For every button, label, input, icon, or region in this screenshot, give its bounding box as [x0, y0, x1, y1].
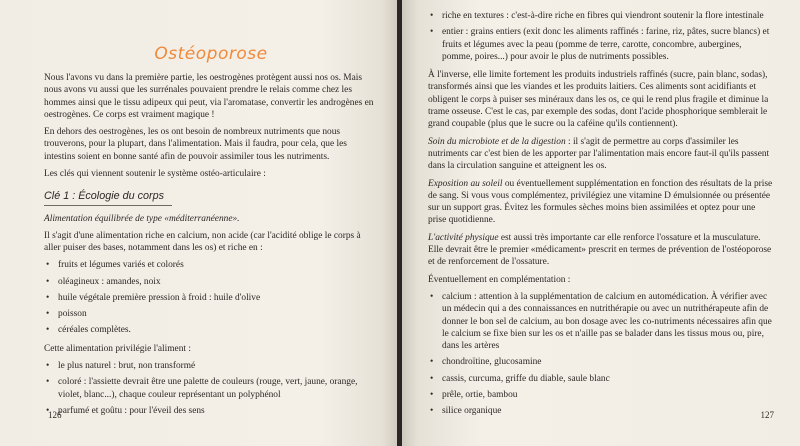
left-page — [0, 0, 398, 446]
list-item-text: entier : grains entiers (exit donc les aliments raffinés : farine, riz, pâtes, sucre blancs) et fruits et légumes avec la peau (pomme de terre, carotte, concombre, aubergines, pomme, poires...) pour avoir le plus de nutriments possibles. — [442, 27, 770, 62]
emphasis-text: Exposition au soleil — [428, 178, 503, 189]
bullet-list — [44, 360, 378, 417]
list-item-text: poisson — [58, 309, 87, 320]
bullet-icon: • — [46, 361, 50, 372]
bullet-list — [428, 10, 774, 63]
bullet-list — [44, 259, 378, 336]
right-page-content — [428, 10, 774, 424]
list-item — [428, 10, 774, 22]
page-number: 126 — [48, 410, 62, 420]
list-item-text: chondroïtine, glucosamine — [442, 357, 542, 368]
emphasis-text: Soin du microbiote et de la digestion — [428, 136, 566, 147]
bullet-icon: • — [430, 357, 434, 368]
list-item — [428, 26, 774, 63]
subheading: Alimentation équilibrée de type «méditerranéenne». — [44, 214, 240, 225]
list-item — [428, 389, 774, 401]
paragraph: En dehors des oestrogènes, les os ont besoin de nombreux nutriments que nous trouverons, pour la plupart, dans l'alimentation. Mais il faudra, pour cela, que les intestins soient en bonne santé afin de pouvoir assimiler tous les nutriments. — [44, 127, 347, 162]
emphasis-text: L'activité physique — [428, 232, 499, 243]
left-page-content — [44, 44, 378, 423]
bullet-icon: • — [430, 373, 434, 384]
paragraph — [428, 178, 774, 227]
list-item — [44, 259, 378, 271]
list-item-text: silice organique — [442, 406, 502, 417]
bullet-icon: • — [46, 325, 50, 336]
list-item-text: oléagineux : amandes, noix — [58, 276, 161, 287]
list-item — [44, 308, 378, 320]
bullet-icon: • — [46, 276, 50, 287]
list-item — [44, 405, 378, 417]
list-item-text: huile végétale première pression à froid : huile d'olive — [58, 292, 261, 303]
bullet-icon: • — [46, 405, 50, 416]
list-item — [44, 360, 378, 372]
bullet-icon: • — [430, 27, 434, 38]
bullet-icon: • — [46, 377, 50, 388]
paragraph: Cette alimentation privilégie l'aliment : — [44, 343, 191, 354]
paragraph: À l'inverse, elle limite fortement les produits industriels raffinés (sucre, pain blanc, sodas), transformés ainsi que les viandes et les produits laitiers. Ces aliments sont acidifiants et obligent le corps à puiser ses minéraux dans les os, ce qui le rend plus fragile et diminue la trame osseuse. C'est le cas, par exemple des sodas, dont l'acide phosphorique semblerait le grand coupable (plus que le sucre ou la caféine qu'ils contiennent). — [428, 70, 769, 130]
list-item-text: le plus naturel : brut, non transformé — [58, 361, 196, 372]
paragraph-text: ou éventuellement supplémentation en fonction des résultats de la prise de sang. Si vous vous complémentez, privilégiez une vitamine D émulsionnée ou présentée sur un support gras. Évitez les formules sèches moins bien assimilées et optez pour une prise quotidienne. — [428, 178, 773, 226]
right-page — [402, 0, 800, 446]
list-item-text: cassis, curcuma, griffe du diable, saule blanc — [442, 373, 610, 384]
list-item-text: parfumé et goûtu : pour l'éveil des sens — [58, 405, 205, 416]
bullet-icon: • — [430, 406, 434, 417]
paragraph-text: est aussi très importante car elle renforce l'ossature et la musculature. Elle devrait être le premier «médicament» prescrit en termes de prévention de l'ostéoporose et de renforcement de l'ossature. — [428, 232, 772, 268]
bullet-list — [428, 291, 774, 418]
paragraph: Les clés qui viennent soutenir le système ostéo-articulaire : — [44, 169, 266, 180]
list-item — [44, 276, 378, 288]
section-heading: Clé 1 : Écologie du corps — [44, 189, 172, 206]
list-item — [428, 356, 774, 368]
paragraph-text: : il s'agit de permettre au corps d'assimiler les nutriments car c'est bien de les apporter par l'alimentation mais encore faut-il qu'ils passent dans la circulation sanguine et atteignent les os. — [428, 136, 770, 172]
list-item — [44, 376, 378, 401]
bullet-icon: • — [46, 292, 50, 303]
list-item — [44, 292, 378, 304]
bullet-icon: • — [430, 11, 434, 21]
list-item-text: riche en textures : c'est-à-dire riche en fibres qui viendront soutenir la flore intestinale — [442, 11, 764, 21]
paragraph — [428, 232, 774, 269]
list-item — [428, 373, 774, 385]
bullet-icon: • — [46, 260, 50, 271]
paragraph — [428, 136, 774, 173]
list-item-text: calcium : attention à la supplémentation de calcium en automédication. À vérifier avec un médecin qui a des connaissances en nutrithérapie ou avec un nutrithérapeute afin de donner le bon sel de calcium, au bon dosage avec les co-nutriments nécessaires afin que le calcium se fixe bien sur les os et n'aille pas se balader dans les tissus mous ou, pire, dans les artères — [442, 291, 772, 352]
paragraph: Il s'agit d'une alimentation riche en calcium, non acide (car l'acidité oblige le corps à aller puiser des bases, notamment dans les os) et riche en : — [44, 230, 361, 253]
bullet-icon: • — [430, 390, 434, 401]
list-item-text: prêle, ortie, bambou — [442, 390, 518, 401]
list-item — [428, 291, 774, 352]
paragraph: Nous l'avons vu dans la première partie, les oestrogènes protègent aussi nos os. Mais nous avons vu aussi que les surrénales pouvaient prendre le relais comme chez les hommes ainsi que le tissu adipeux qui peut, via l'aromatase, convertir les androgènes en oestrogènes. Ce corps est vraiment magique ! — [44, 73, 374, 120]
list-item — [428, 405, 774, 417]
bullet-icon: • — [430, 291, 434, 302]
list-item-text: fruits et légumes variés et colorés — [58, 260, 184, 271]
paragraph: Éventuellement en complémentation : — [428, 274, 571, 285]
list-item — [44, 324, 378, 336]
list-item-text: céréales complètes. — [58, 325, 131, 336]
bullet-icon: • — [46, 309, 50, 320]
page-number: 127 — [760, 410, 774, 420]
chapter-title: Ostéoporose — [154, 44, 268, 64]
list-item-text: coloré : l'assiette devrait être une palette de couleurs (rouge, vert, jaune, orange, violet, blanc...), chaque couleur représentant un polyphénol — [58, 377, 358, 400]
